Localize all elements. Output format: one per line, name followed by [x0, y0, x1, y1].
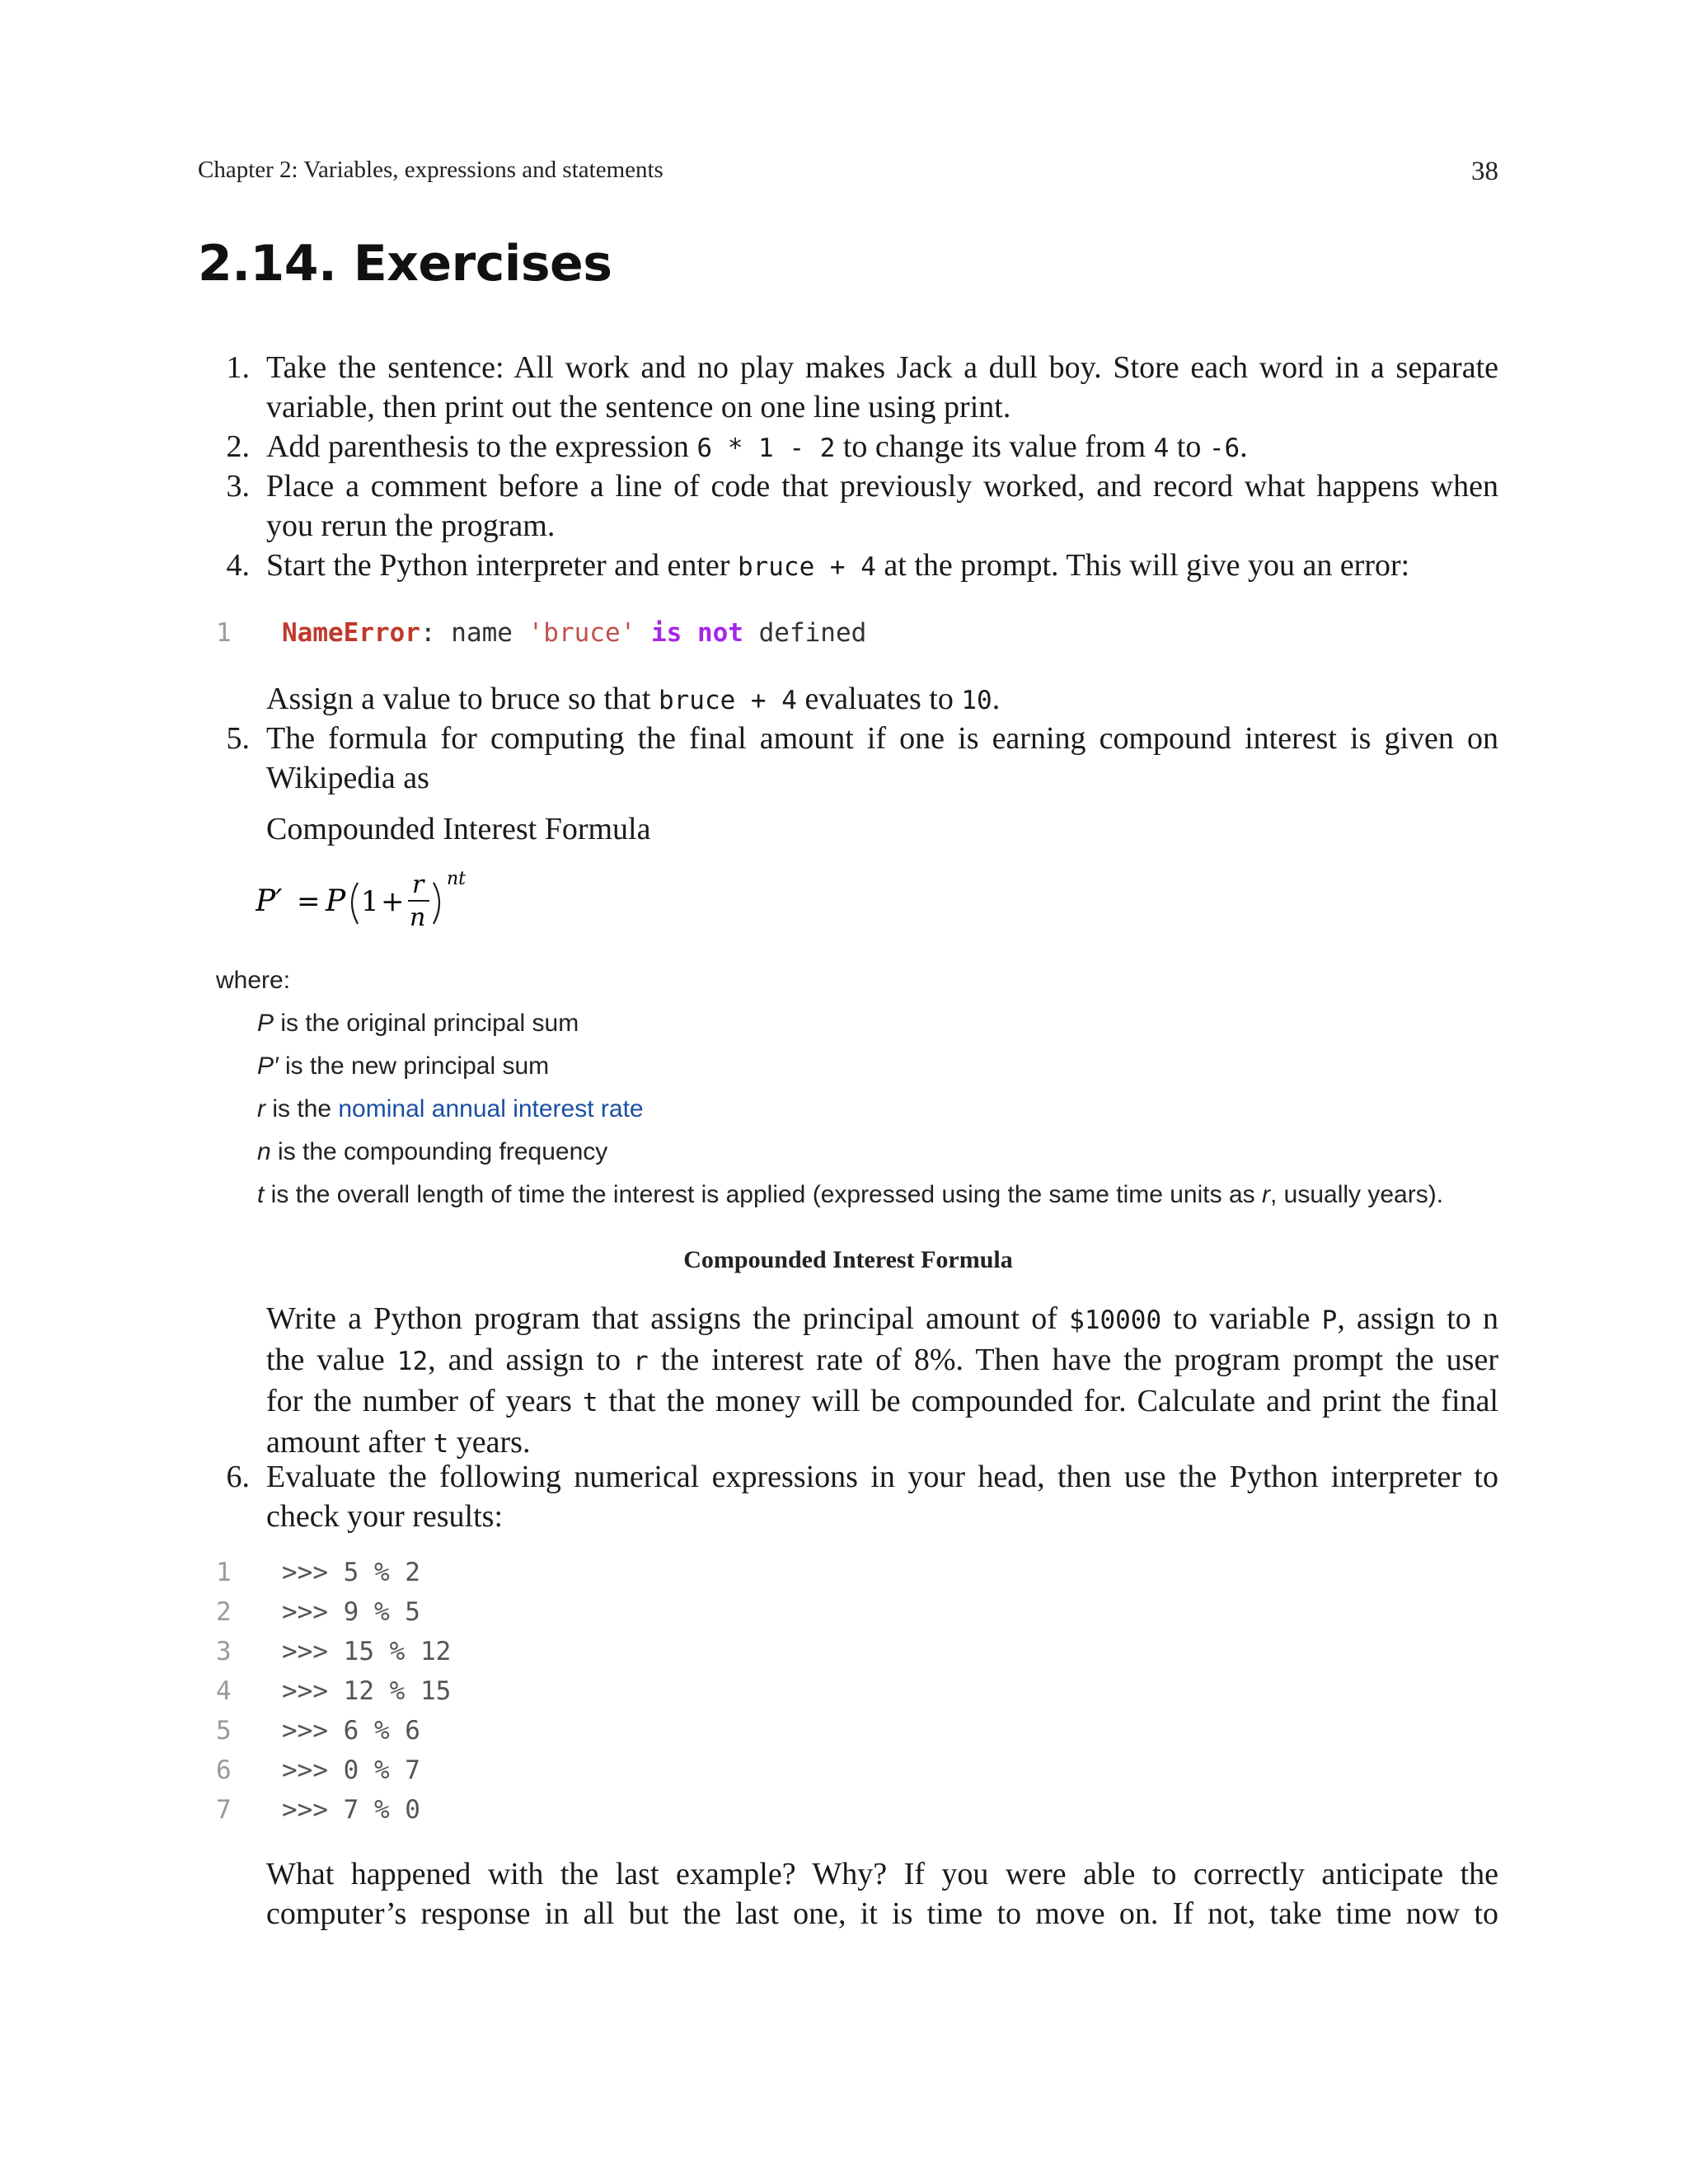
formula-graphic: [256, 861, 519, 935]
text-run: to variable: [1161, 1301, 1322, 1336]
definition-p-prime: [257, 1050, 1526, 1083]
running-header: [198, 157, 1498, 196]
code-line: [216, 1553, 1498, 1592]
where-label: where:: [216, 967, 291, 994]
text-run: at the prompt. This will give you an error:: [875, 548, 1410, 583]
code-token: defined: [743, 618, 867, 648]
code-line: [216, 1592, 1498, 1632]
code-text: >>> 15 % 12: [282, 1637, 452, 1666]
text-run: Add parenthesis to the expression: [266, 429, 697, 464]
right-paren: [434, 883, 439, 924]
text-run: .: [1240, 429, 1248, 464]
interest-rate-link[interactable]: nominal annual interest rate: [338, 1095, 644, 1122]
text-run: the value: [266, 1343, 397, 1377]
code-text: >>> 6 % 6: [282, 1716, 420, 1746]
variable: P: [257, 1010, 274, 1037]
variable: r: [1261, 1181, 1270, 1208]
definition-text: is the: [265, 1095, 339, 1122]
exercise-6: [198, 1457, 1498, 1536]
list-number: 3.: [226, 469, 250, 504]
text-run: , and assign to: [428, 1343, 634, 1377]
definition-text: , usually years).: [1269, 1181, 1444, 1208]
text-run: that the money will be compounded for. Calculate and print the final: [598, 1384, 1498, 1418]
text-run: Write a Python program that assigns the principal amount of: [266, 1301, 1070, 1336]
text-line: The formula for computing the final amount if one is earning compound interest is given on: [266, 721, 1498, 756]
section-title: 2.14. Exercises: [198, 235, 612, 293]
line-number: 6: [216, 1755, 232, 1785]
inline-code: t: [433, 1429, 449, 1459]
text-run: to change its value from: [835, 429, 1154, 464]
exercise-5: [198, 719, 1498, 798]
formula-p: P: [326, 884, 346, 918]
text-run: years.: [448, 1425, 531, 1460]
code-text: >>> 0 % 7: [282, 1755, 420, 1785]
definition-text: is the original principal sum: [274, 1010, 579, 1037]
text-line: you rerun the program.: [266, 509, 556, 543]
line-number: 7: [216, 1795, 232, 1825]
text-run: for the number of years: [266, 1384, 583, 1418]
code-text: >>> 9 % 5: [282, 1597, 420, 1627]
code-token-keyword: is: [650, 618, 682, 648]
line-number: 5: [216, 1716, 232, 1746]
line-number: 1: [216, 1558, 232, 1587]
code-token-keyword: not: [696, 618, 743, 648]
line-number: 3: [216, 1637, 232, 1666]
text-line: Take the sentence: All work and no play makes Jack a dull boy. Store each word in a separate: [266, 350, 1498, 385]
compound-interest-formula: [256, 861, 519, 935]
code-line: [216, 1750, 1498, 1790]
definition-text: is the compounding frequency: [270, 1138, 608, 1165]
text-run: to: [1169, 429, 1209, 464]
formula-exponent: nt: [447, 869, 467, 889]
inline-code: $10000: [1069, 1305, 1162, 1335]
variable: r: [257, 1095, 265, 1122]
code-text: >>> 5 % 2: [282, 1558, 420, 1587]
code-line: [216, 1790, 1498, 1830]
figure-caption: Compounded Interest Formula: [683, 1246, 1013, 1273]
exercise-text: [266, 1457, 1498, 1536]
inline-code: t: [582, 1388, 598, 1418]
code-block-error: [216, 613, 1498, 653]
list-number: 1.: [226, 350, 250, 385]
inline-code: P: [1321, 1305, 1338, 1335]
variable: P′: [257, 1052, 279, 1080]
code-token-string: 'bruce': [528, 618, 636, 648]
definition-text: is the new principal sum: [278, 1052, 550, 1080]
line-number: 1: [216, 618, 232, 648]
inline-code: 4: [1153, 434, 1170, 463]
inline-code: -6: [1208, 434, 1240, 463]
text-line: Place a comment before a line of code that previously worked, and record what happens when: [266, 469, 1498, 504]
text-run: , assign to n: [1337, 1301, 1498, 1336]
code-token-error: NameError: [282, 618, 420, 648]
line-number: 2: [216, 1597, 232, 1627]
inline-code: r: [633, 1347, 649, 1376]
definition-t: [257, 1179, 1526, 1212]
inline-code: bruce + 4: [737, 552, 876, 582]
left-paren: [352, 883, 358, 924]
text-line: Evaluate the following numerical expressions in your head, then use the Python interpreter to: [266, 1460, 1498, 1494]
list-number: 4.: [226, 548, 250, 583]
text-line: What happened with the last example? Why? If you were able to correctly anticipate the: [266, 1857, 1498, 1891]
exercise-text: [266, 546, 1498, 587]
list-number: 6.: [226, 1460, 250, 1494]
text-line: computer’s response in all but the last one, it is time to move on. If not, take time now to: [266, 1896, 1498, 1931]
text-run: the interest rate of: [648, 1343, 914, 1377]
inline-code: 10: [961, 686, 992, 715]
formula-numerator: r: [412, 870, 424, 899]
inline-code: 6 * 1 - 2: [696, 434, 836, 463]
text-run: Assign a value to bruce so that: [266, 682, 659, 716]
line-number: 4: [216, 1676, 232, 1706]
closing-paragraph: [266, 1854, 1498, 1933]
code-text: [282, 613, 866, 653]
inline-code: bruce + 4: [658, 686, 797, 715]
text-run: Start the Python interpreter and enter: [266, 548, 738, 583]
program-paragraph: [266, 1299, 1498, 1464]
variable: n: [257, 1138, 271, 1165]
figure-title: Compounded Interest Formula: [266, 812, 651, 846]
exercise-text: [266, 427, 1498, 468]
code-text: >>> 7 % 0: [282, 1795, 420, 1825]
formula-plus: +: [381, 885, 405, 918]
formula-one: 1: [361, 885, 379, 918]
text-run: amount after: [266, 1425, 434, 1460]
exercise-1: [198, 348, 1498, 427]
text-line: Wikipedia as: [266, 761, 429, 795]
code-text: >>> 12 % 15: [282, 1676, 452, 1706]
exercise-2: [198, 427, 1498, 466]
definition-r: [257, 1093, 1526, 1126]
definition-text: is the overall length of time the interest is applied (expressed using the same time units as: [264, 1181, 1262, 1208]
list-number: 5.: [226, 721, 250, 756]
exercise-3: [198, 466, 1498, 546]
text-run: 8%: [913, 1343, 956, 1377]
text-run: .: [992, 682, 1001, 716]
list-number: 2.: [226, 429, 250, 464]
code-line: [216, 1632, 1498, 1671]
text-line: [266, 1340, 1498, 1381]
exercise-text: [266, 348, 1498, 427]
exercise-text: [266, 719, 1498, 798]
exercise-text: [266, 466, 1498, 546]
formula-denominator: n: [410, 903, 426, 932]
text-run: . Then have the program prompt the user: [955, 1343, 1498, 1377]
page-number: 38: [1471, 157, 1498, 186]
text-line: [266, 1299, 1498, 1340]
formula-lhs: P′: [256, 884, 283, 918]
text-run: evaluates to: [796, 682, 962, 716]
code-token: : name: [420, 618, 528, 648]
code-line: [216, 1671, 1498, 1711]
chapter-title: Chapter 2: Variables, expressions and statements: [198, 157, 663, 183]
inline-code: 12: [396, 1347, 429, 1376]
exercise-4: [198, 546, 1498, 585]
definition-p: [257, 1007, 1526, 1040]
exercise-4-followup: [266, 679, 1498, 719]
variable: t: [257, 1181, 265, 1208]
definition-n: [257, 1136, 1526, 1169]
code-line: [216, 1711, 1498, 1750]
text-line: [266, 1381, 1498, 1422]
text-line: variable, then print out the sentence on one line using print.: [266, 390, 1011, 424]
text-line: check your results:: [266, 1499, 504, 1534]
formula-equals: =: [297, 885, 321, 918]
